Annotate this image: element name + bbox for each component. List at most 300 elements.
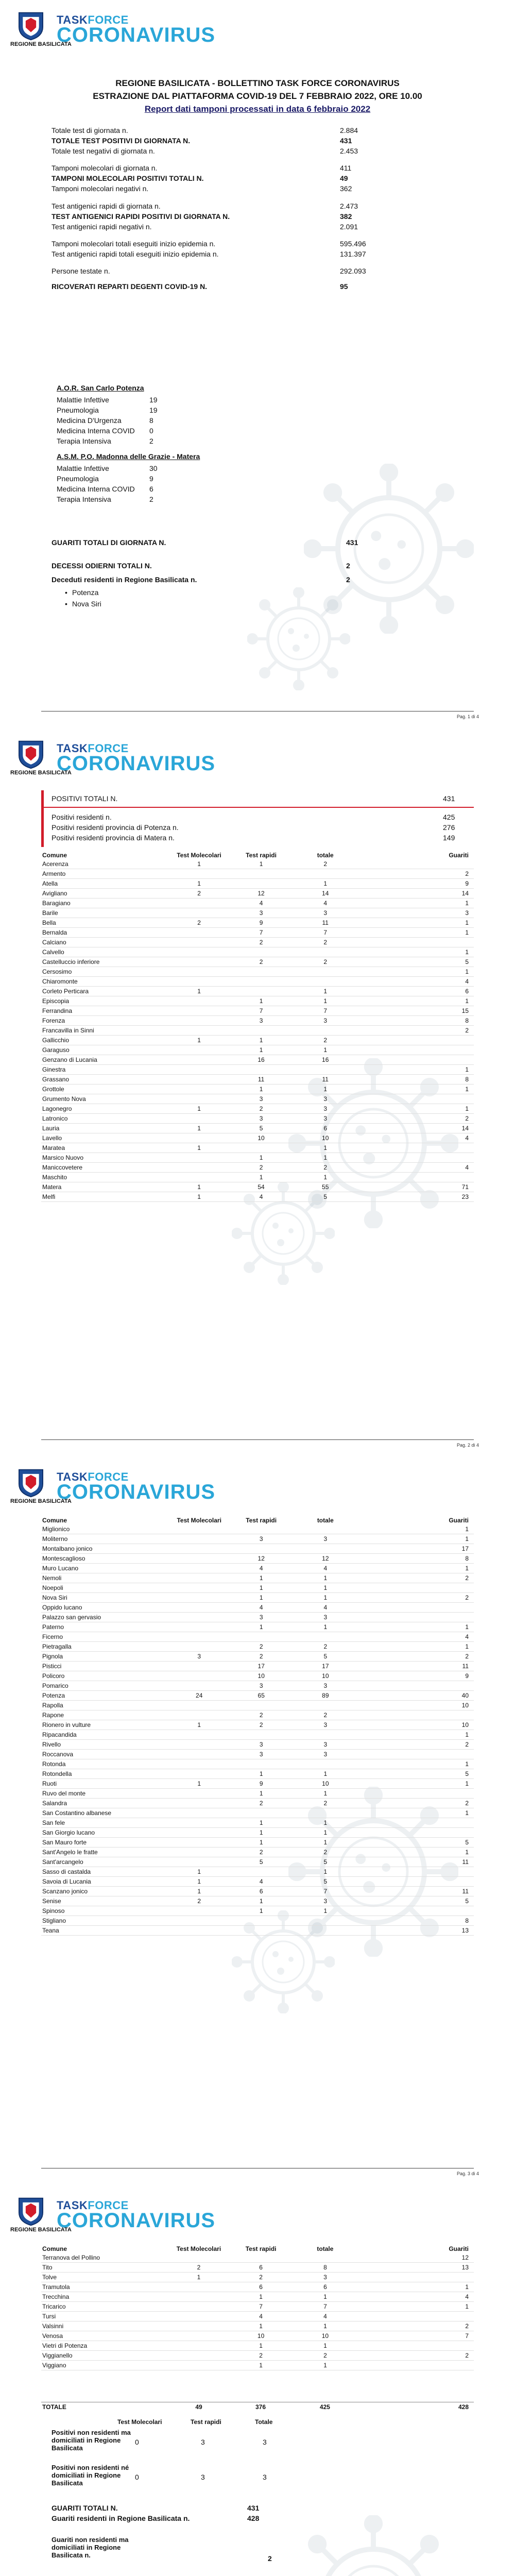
guariti-value: 9 bbox=[358, 879, 474, 889]
totale-value: 1 bbox=[292, 1143, 358, 1153]
rapidi-value bbox=[230, 1026, 292, 1036]
stat-value: 2.453 bbox=[340, 147, 358, 155]
molecolari-value bbox=[167, 2351, 230, 2361]
table-row bbox=[41, 1710, 474, 1720]
totale-value: 1 bbox=[292, 996, 358, 1006]
comune-name: Scanzano jonico bbox=[41, 1887, 168, 1896]
table-row bbox=[41, 1534, 474, 1544]
table-row bbox=[41, 1524, 474, 1534]
guariti-value: 11 bbox=[359, 1662, 474, 1671]
rapidi-value bbox=[230, 1808, 292, 1818]
guariti-value bbox=[359, 1583, 474, 1593]
molecolari-value bbox=[168, 1114, 230, 1124]
guariti-value bbox=[358, 1094, 474, 1104]
rapidi-value: 9 bbox=[230, 918, 292, 928]
molecolari-value: 1 bbox=[168, 1877, 230, 1887]
comuni-table bbox=[41, 1516, 474, 1936]
molecolari-value bbox=[168, 1906, 230, 1916]
table-row bbox=[41, 1730, 474, 1740]
rapidi-value: 1 bbox=[230, 1593, 292, 1603]
table-row bbox=[41, 2273, 474, 2282]
bulletin-page-3 bbox=[0, 1457, 515, 2185]
molecolari-value: 1 bbox=[168, 859, 230, 869]
molecolari-value bbox=[168, 899, 230, 908]
guariti-value bbox=[359, 1867, 474, 1877]
table-row bbox=[41, 1564, 474, 1573]
rapidi-value bbox=[230, 1926, 292, 1936]
comune-name: Montescaglioso bbox=[41, 1554, 168, 1564]
stat-label: Test antigenici rapidi di giornata n. bbox=[52, 202, 161, 210]
col-molecolari: Test Molecolari bbox=[177, 1517, 221, 1524]
stat-label: Tamponi molecolari totali eseguiti inizio epidemia n. bbox=[52, 240, 216, 248]
molecolari-value bbox=[168, 1632, 230, 1642]
summary-label: POSITIVI TOTALI N. bbox=[52, 794, 118, 803]
guariti-value: 5 bbox=[359, 1896, 474, 1906]
molecolari-value bbox=[168, 1065, 230, 1075]
rapidi-value bbox=[230, 977, 292, 987]
comune-name: Stigliano bbox=[41, 1916, 168, 1926]
totale-value bbox=[292, 1926, 358, 1936]
stat-value: 595.496 bbox=[340, 240, 366, 248]
table-row bbox=[41, 1857, 474, 1867]
rapidi-value bbox=[230, 1544, 292, 1554]
totale-value: 5 bbox=[292, 1877, 358, 1887]
table-row bbox=[41, 879, 474, 889]
guariti-value: 23 bbox=[358, 1192, 474, 1202]
rapidi-value: 12 bbox=[230, 889, 292, 899]
guariti-value: 2 bbox=[358, 1114, 474, 1124]
stat-label: Totale test di giornata n. bbox=[52, 126, 128, 134]
comune-name: Palazzo san gervasio bbox=[41, 1613, 168, 1622]
summary-value: 276 bbox=[443, 823, 455, 832]
comune-name: Tramutola bbox=[41, 2282, 167, 2292]
molecolari-value: 1 bbox=[168, 1887, 230, 1896]
guariti-value: 4 bbox=[358, 2292, 474, 2302]
guariti-value: 2 bbox=[359, 1573, 474, 1583]
ward-value: 6 bbox=[149, 485, 153, 493]
molecolari-value bbox=[168, 1534, 230, 1544]
table-row bbox=[41, 1114, 474, 1124]
rapidi-value bbox=[230, 1867, 292, 1877]
totale-value: 1 bbox=[292, 1583, 358, 1593]
table-row bbox=[41, 1133, 474, 1143]
guariti-value: 431 bbox=[346, 538, 358, 547]
guariti-value: 2 bbox=[359, 1799, 474, 1808]
guariti-value: 2 bbox=[358, 1026, 474, 1036]
totale-value: 5 bbox=[292, 1857, 358, 1867]
totale-row bbox=[41, 2402, 474, 2412]
guariti-value: 1 bbox=[358, 2302, 474, 2312]
molecolari-value bbox=[168, 1838, 230, 1848]
comune-name: Lavello bbox=[41, 1133, 168, 1143]
summary-label: Positivi residenti provincia di Potenza n. bbox=[52, 823, 179, 832]
stat-label: Totale test negativi di giornata n. bbox=[52, 147, 155, 155]
ward-value: 8 bbox=[149, 416, 153, 425]
comune-name: Noepoli bbox=[41, 1583, 168, 1593]
comune-name: Marsico Nuovo bbox=[41, 1153, 168, 1163]
guariti-value: 3 bbox=[358, 908, 474, 918]
ward-label: Pneumologia bbox=[57, 406, 99, 414]
region-name: REGIONE BASILICATA bbox=[10, 41, 72, 47]
molecolari-value bbox=[168, 1926, 230, 1936]
stat-label: TEST ANTIGENICI RAPIDI POSITIVI DI GIORNATA N. bbox=[52, 212, 230, 221]
rapidi-value bbox=[230, 1524, 292, 1534]
col-comune: Comune bbox=[42, 1517, 67, 1524]
comune-name: Nova Siri bbox=[41, 1593, 168, 1603]
table-row bbox=[41, 1593, 474, 1603]
rapidi-value: 2 bbox=[230, 1720, 292, 1730]
molecolari-value bbox=[168, 1153, 230, 1163]
guariti-value bbox=[358, 2341, 474, 2351]
rapidi-value: 1 bbox=[230, 2361, 292, 2370]
guariti-value: 1 bbox=[359, 1564, 474, 1573]
totale-rapidi: 376 bbox=[230, 2402, 291, 2412]
molecolari-value bbox=[168, 869, 230, 879]
ward-label: Terapia Intensiva bbox=[57, 437, 111, 445]
coronavirus-logo: CORONAVIRUS bbox=[57, 752, 216, 775]
totale-value: 7 bbox=[292, 928, 358, 938]
region-crest-icon bbox=[10, 739, 52, 770]
comune-name: Cersosimo bbox=[41, 967, 168, 977]
rapidi-value bbox=[230, 1730, 292, 1740]
guariti-value: 5 bbox=[358, 957, 474, 967]
rapidi-value: 65 bbox=[230, 1691, 292, 1701]
rapidi-value: 1 bbox=[230, 1838, 292, 1848]
comune-name: Tito bbox=[41, 2263, 167, 2273]
totale-value: 2 bbox=[292, 1642, 358, 1652]
nonres2-label: Positivi non residenti né domiciliati in Regione Basilicata bbox=[52, 2464, 129, 2487]
totale-value: 3 bbox=[292, 1114, 358, 1124]
guariti-value: 1 bbox=[358, 928, 474, 938]
rapidi-value: 4 bbox=[230, 1192, 292, 1202]
task-text: TASK bbox=[57, 2199, 88, 2212]
table-row bbox=[41, 1554, 474, 1564]
molecolari-value bbox=[168, 1916, 230, 1926]
totale-value: 2 bbox=[292, 1799, 358, 1808]
rapidi-value: 1 bbox=[230, 1906, 292, 1916]
rapidi-value: 1 bbox=[230, 1084, 292, 1094]
totale-value: 12 bbox=[292, 1554, 358, 1564]
molecolari-value bbox=[168, 996, 230, 1006]
totale-value bbox=[292, 1524, 358, 1534]
molecolari-value bbox=[167, 2331, 230, 2341]
rapidi-value: 2 bbox=[230, 957, 292, 967]
comune-name: Pietragalla bbox=[41, 1642, 168, 1652]
molecolari-value bbox=[168, 1701, 230, 1710]
molecolari-value bbox=[168, 1544, 230, 1554]
table-row bbox=[41, 977, 474, 987]
molecolari-value bbox=[168, 1759, 230, 1769]
guariti-value: 6 bbox=[358, 987, 474, 996]
rapidi-value: 2 bbox=[230, 938, 292, 947]
table-row bbox=[41, 1759, 474, 1769]
comune-name: Calciano bbox=[41, 938, 168, 947]
molecolari-value bbox=[168, 1006, 230, 1016]
deceduti-item: • Potenza bbox=[72, 588, 98, 597]
comune-name: San Costantino albanese bbox=[41, 1808, 168, 1818]
table-row bbox=[41, 2292, 474, 2302]
table-row bbox=[41, 2312, 474, 2321]
table-row bbox=[41, 1662, 474, 1671]
molecolari-value bbox=[168, 1828, 230, 1838]
totale-value: 3 bbox=[292, 1896, 358, 1906]
rapidi-value bbox=[230, 1759, 292, 1769]
ward-value: 19 bbox=[149, 406, 158, 414]
force-text: FORCE bbox=[88, 13, 129, 26]
table-row bbox=[41, 1906, 474, 1916]
totale-value: 1 bbox=[292, 1573, 358, 1583]
totale-value: 1 bbox=[292, 2292, 359, 2302]
guariti-value: 14 bbox=[358, 1124, 474, 1133]
table-row bbox=[41, 1153, 474, 1163]
table-row bbox=[41, 2331, 474, 2341]
force-text: FORCE bbox=[88, 2199, 129, 2212]
molecolari-value bbox=[168, 1026, 230, 1036]
page-number: Pag. 3 di 4 bbox=[456, 2171, 479, 2176]
guariti-value bbox=[359, 1681, 474, 1691]
table-row bbox=[41, 1603, 474, 1613]
comune-name: Bernalda bbox=[41, 928, 168, 938]
guariti-value: 14 bbox=[358, 889, 474, 899]
ward-value: 2 bbox=[149, 437, 153, 445]
molecolari-value bbox=[168, 1583, 230, 1593]
rapidi-value: 2 bbox=[230, 1799, 292, 1808]
guariti-value bbox=[359, 1877, 474, 1887]
table-row bbox=[41, 1720, 474, 1730]
totale-value: 2 bbox=[292, 1710, 358, 1720]
rapidi-value: 1 bbox=[230, 859, 292, 869]
table-row bbox=[41, 1818, 474, 1828]
rapidi-value: 2 bbox=[230, 1104, 292, 1114]
totale-value: 1 bbox=[292, 879, 358, 889]
rapidi-value: 3 bbox=[230, 1534, 292, 1544]
molecolari-value: 1 bbox=[168, 1104, 230, 1114]
rapidi-value: 6 bbox=[230, 2263, 292, 2273]
table-row bbox=[41, 1887, 474, 1896]
molecolari-value bbox=[168, 957, 230, 967]
table-row bbox=[41, 938, 474, 947]
table-row bbox=[41, 1916, 474, 1926]
rapidi-value: 1 bbox=[230, 2292, 292, 2302]
comune-name: Roccanova bbox=[41, 1750, 168, 1759]
stat-value: 362 bbox=[340, 184, 352, 193]
totale-table bbox=[41, 2402, 474, 2412]
table-row bbox=[41, 1045, 474, 1055]
molecolari-value bbox=[168, 977, 230, 987]
guariti-value bbox=[359, 1789, 474, 1799]
molecolari-value: 1 bbox=[168, 1867, 230, 1877]
totale-value: 10 bbox=[292, 1671, 358, 1681]
rapidi-value: 6 bbox=[230, 2282, 292, 2292]
rapidi-value: 4 bbox=[230, 1603, 292, 1613]
rapidi-value: 1 bbox=[230, 1896, 292, 1906]
guariti-value: 17 bbox=[359, 1544, 474, 1554]
totale-value: 1 bbox=[292, 1867, 358, 1877]
comune-name: Garaguso bbox=[41, 1045, 168, 1055]
ward-value: 0 bbox=[149, 427, 153, 435]
molecolari-value bbox=[167, 2321, 230, 2331]
comune-name: Oppido lucano bbox=[41, 1603, 168, 1613]
stat-value: 2.091 bbox=[340, 223, 358, 231]
stat-value: 131.397 bbox=[340, 250, 366, 258]
totale-value: 3 bbox=[292, 1750, 358, 1759]
table-row bbox=[41, 1848, 474, 1857]
col-rapidi: Test rapidi bbox=[246, 852, 277, 859]
table-row bbox=[41, 1740, 474, 1750]
guariti-value: 5 bbox=[359, 1838, 474, 1848]
guariti-value: 1 bbox=[359, 1524, 474, 1534]
comune-name: Sasso di castalda bbox=[41, 1867, 168, 1877]
aor-title: A.O.R. San Carlo Potenza bbox=[57, 384, 144, 392]
totale-value bbox=[292, 1701, 358, 1710]
molecolari-value: 1 bbox=[168, 1192, 230, 1202]
molecolari-value bbox=[167, 2312, 230, 2321]
molecolari-value bbox=[168, 1740, 230, 1750]
rapidi-value: 9 bbox=[230, 1779, 292, 1789]
ward-label: Pneumologia bbox=[57, 474, 99, 483]
comune-name: Pignola bbox=[41, 1652, 168, 1662]
guariti-value: 4 bbox=[358, 1163, 474, 1173]
comune-name: Nemoli bbox=[41, 1573, 168, 1583]
molecolari-value bbox=[168, 1808, 230, 1818]
task-text: TASK bbox=[57, 1470, 88, 1483]
totale-value: 10 bbox=[292, 1133, 358, 1143]
comune-name: Trecchina bbox=[41, 2292, 167, 2302]
guariti-value: 1 bbox=[359, 1808, 474, 1818]
rapidi-value bbox=[230, 879, 292, 889]
stat-value: 95 bbox=[340, 282, 348, 291]
molecolari-value: 1 bbox=[168, 1779, 230, 1789]
totale-molecolari: 49 bbox=[168, 2402, 230, 2412]
stat-value: 2.473 bbox=[340, 202, 358, 210]
table-row bbox=[41, 928, 474, 938]
guariti-value bbox=[358, 938, 474, 947]
totale-value: 3 bbox=[292, 2273, 359, 2282]
molecolari-value bbox=[168, 1769, 230, 1779]
rapidi-value: 3 bbox=[230, 1094, 292, 1104]
guariti-value bbox=[359, 1828, 474, 1838]
table-row bbox=[41, 1094, 474, 1104]
table-row bbox=[41, 1544, 474, 1554]
rapidi-value: 1 bbox=[230, 996, 292, 1006]
table-row bbox=[41, 1182, 474, 1192]
comune-name: Policoro bbox=[41, 1671, 168, 1681]
rapidi-value: 1 bbox=[230, 1622, 292, 1632]
comune-name: Potenza bbox=[41, 1691, 168, 1701]
rapidi-value: 5 bbox=[230, 1124, 292, 1133]
molecolari-value: 1 bbox=[168, 1720, 230, 1730]
totale-totale: 425 bbox=[291, 2402, 358, 2412]
guariti-value: 8 bbox=[358, 1075, 474, 1084]
col-molecolari: Test Molecolari bbox=[176, 2245, 221, 2252]
molecolari-value: 1 bbox=[168, 879, 230, 889]
totale-value: 3 bbox=[292, 908, 358, 918]
asm-title: A.S.M. P.O. Madonna delle Grazie - Matera bbox=[57, 452, 200, 461]
table-row bbox=[41, 2263, 474, 2273]
comune-name: Lauria bbox=[41, 1124, 168, 1133]
table-row bbox=[41, 1583, 474, 1593]
comune-name: Latronico bbox=[41, 1114, 168, 1124]
table-row bbox=[41, 1681, 474, 1691]
table-row bbox=[41, 1828, 474, 1838]
rapidi-value: 2 bbox=[230, 2351, 292, 2361]
comune-name: Corleto Perticara bbox=[41, 987, 168, 996]
guariti-value: 2 bbox=[358, 2351, 474, 2361]
molecolari-value bbox=[168, 1173, 230, 1182]
totale-value: 17 bbox=[292, 1662, 358, 1671]
rapidi-value: 2 bbox=[230, 1652, 292, 1662]
rapidi-value: 1 bbox=[230, 1818, 292, 1828]
rapidi-value: 3 bbox=[230, 1681, 292, 1691]
comune-name: Bella bbox=[41, 918, 168, 928]
totale-value: 1 bbox=[292, 1153, 358, 1163]
guariti-nr1-label: Guariti non residenti ma domiciliati in Regione Basilicata n. bbox=[52, 2536, 129, 2559]
comune-name: Miglionico bbox=[41, 1524, 168, 1534]
table-row bbox=[41, 1084, 474, 1094]
stat-label: Test antigenici rapidi totali eseguiti inizio epidemia n. bbox=[52, 250, 219, 258]
col-comune: Comune bbox=[42, 852, 67, 859]
virus-watermark-icon bbox=[288, 2515, 458, 2576]
comune-name: Ruoti bbox=[41, 1779, 168, 1789]
molecolari-value: 24 bbox=[168, 1691, 230, 1701]
totale-value: 7 bbox=[292, 2302, 359, 2312]
molecolari-value bbox=[168, 1848, 230, 1857]
molecolari-value bbox=[168, 1554, 230, 1564]
stat-label: Tamponi molecolari di giornata n. bbox=[52, 164, 158, 172]
guariti-value: 10 bbox=[359, 1701, 474, 1710]
totale-value: 3 bbox=[292, 1094, 358, 1104]
rapidi-value: 1 bbox=[230, 1045, 292, 1055]
coronavirus-logo: CORONAVIRUS bbox=[57, 24, 216, 46]
guariti-value bbox=[358, 1173, 474, 1182]
molecolari-value bbox=[167, 2253, 230, 2263]
comune-name: Ruvo del monte bbox=[41, 1789, 168, 1799]
rapidi-value: 2 bbox=[230, 1848, 292, 1857]
table-row bbox=[41, 1769, 474, 1779]
col-totale: totale bbox=[317, 852, 334, 859]
rapidi-value bbox=[230, 1916, 292, 1926]
task-text: TASK bbox=[57, 13, 88, 26]
summary-label: Positivi residenti provincia di Matera n. bbox=[52, 834, 175, 842]
totale-value: 1 bbox=[292, 1593, 358, 1603]
comune-name: Castelluccio inferiore bbox=[41, 957, 168, 967]
bulletin-title: REGIONE BASILICATA - BOLLETTINO TASK FORCE CORONAVIRUS bbox=[115, 78, 400, 88]
rapidi-value bbox=[230, 947, 292, 957]
table-row bbox=[41, 1867, 474, 1877]
guariti-value: 10 bbox=[359, 1720, 474, 1730]
region-name: REGIONE BASILICATA bbox=[10, 2227, 72, 2233]
rapidi-value: 4 bbox=[230, 2312, 292, 2321]
comune-name: Spinoso bbox=[41, 1906, 168, 1916]
guariti-value: 40 bbox=[359, 1691, 474, 1701]
rapidi-value: 1 bbox=[230, 2341, 292, 2351]
col-molecolari: Test Molecolari bbox=[177, 852, 221, 859]
guariti-value: 1 bbox=[359, 1730, 474, 1740]
molecolari-value bbox=[168, 1593, 230, 1603]
totale-value: 1 bbox=[292, 1838, 358, 1848]
totale-value: 7 bbox=[292, 1006, 358, 1016]
comune-name: Armento bbox=[41, 869, 168, 879]
rapidi-value: 2 bbox=[230, 1642, 292, 1652]
nonres-header-rap: Test rapidi bbox=[191, 2418, 221, 2426]
rapidi-value: 3 bbox=[230, 908, 292, 918]
guariti-value bbox=[358, 859, 474, 869]
molecolari-value bbox=[168, 1573, 230, 1583]
guariti-value bbox=[359, 1613, 474, 1622]
totale-value: 3 bbox=[292, 1681, 358, 1691]
rapidi-value bbox=[230, 2253, 292, 2263]
rapidi-value: 3 bbox=[230, 1016, 292, 1026]
